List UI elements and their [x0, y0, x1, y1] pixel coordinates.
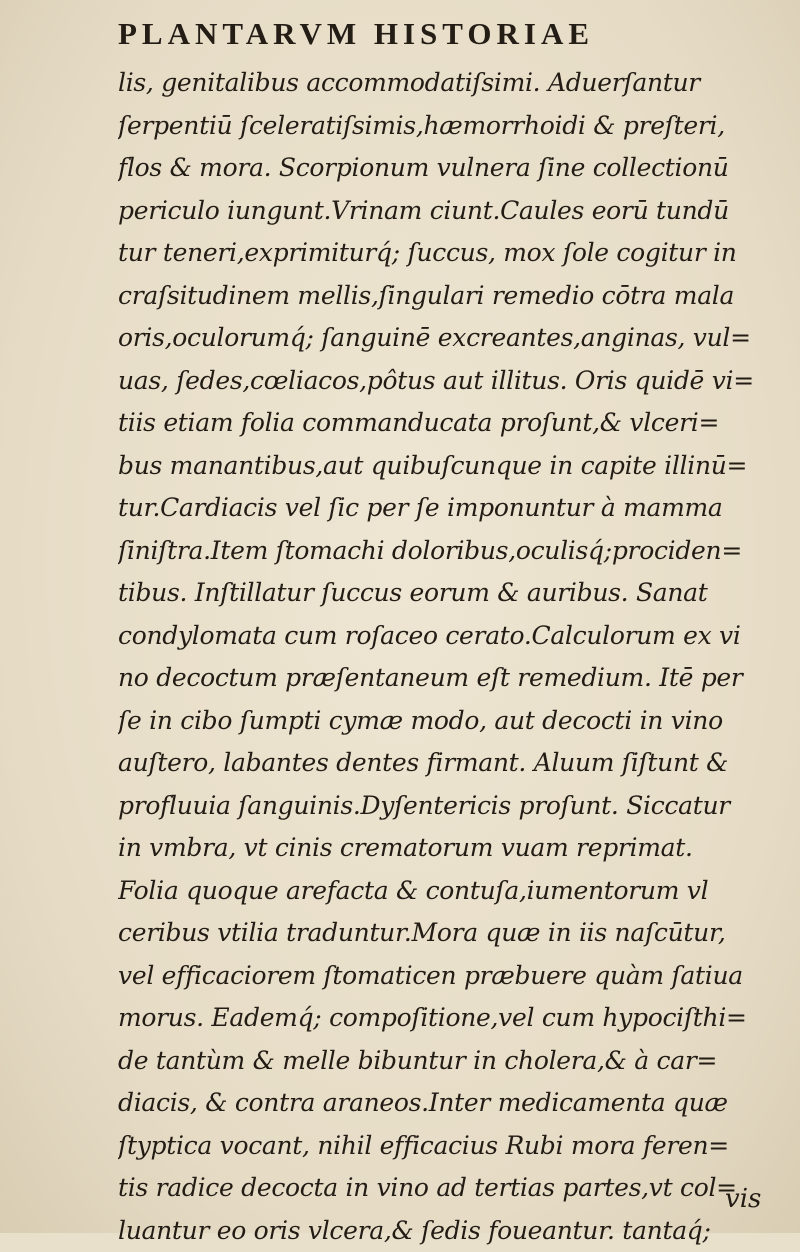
text-line: in vmbra, vt cinis crematorum vuam reprimat.	[118, 827, 790, 870]
text-line: condylomata cum roſaceo cerato.Calculorum ex vi	[118, 615, 790, 658]
text-line: ſe in cibo ſumpti cymæ modo, aut decocti in vino	[118, 700, 790, 743]
text-line: flos & mora. Scorpionum vulnera ſine collectionū	[118, 147, 790, 190]
text-line: no decoctum præſentaneum eſt remedium. Itē per	[118, 657, 790, 700]
text-line: oris,oculorumq́; ſanguinē excreantes,anginas, vul=	[118, 317, 790, 360]
text-line: tibus. Inſtillatur ſuccus eorum & auribus. Sanat	[118, 572, 790, 615]
body-text	[118, 62, 790, 1252]
text-line: ſiniſtra.Item ſtomachi doloribus,oculisq́;prociden=	[118, 530, 790, 573]
text-line: diacis, & contra araneos.Inter medicamenta quæ	[118, 1082, 790, 1125]
text-line: uas, ſedes,cœliacos,pôtus aut illitus. Oris quidē vi=	[118, 360, 790, 403]
text-line: tiis etiam folia commanducata proſunt,& vlceri=	[118, 402, 790, 445]
text-line: de tantùm & melle bibuntur in cholera,& à car=	[118, 1040, 790, 1083]
running-header: PLANTARVM HISTORIAE	[118, 16, 738, 52]
text-line: morus. Eademq́; compoſitione,vel cum hypociſthi=	[118, 997, 790, 1040]
text-line: tur.Cardiacis vel ſic per ſe imponuntur à mamma	[118, 487, 790, 530]
text-line: profluuia ſanguinis.Dyſentericis proſunt. Siccatur	[118, 785, 790, 828]
text-line: ſerpentiū ſceleratiſsimis,hæmorrhoidi & preſteri,	[118, 105, 790, 148]
text-line: Folia quoque arefacta & contuſa,iumentorum vl	[118, 870, 790, 913]
text-line: luantur eo oris vlcera,& ſedis foueantur. tantaq́;	[118, 1210, 790, 1252]
text-line: ſtyptica vocant, nihil efficacius Rubi mora feren=	[118, 1125, 790, 1168]
text-line: tur teneri,exprimiturq́; ſuccus, mox ſole cogitur in	[118, 232, 790, 275]
text-line: ceribus vtilia traduntur.Mora quæ in iis naſcūtur,	[118, 912, 790, 955]
text-line: lis, genitalibus accommodatiſsimi. Aduerſantur	[118, 62, 790, 105]
text-line: craſsitudinem mellis,ſingulari remedio cōtra mala	[118, 275, 790, 318]
text-line: bus manantibus,aut quibuſcunque in capite illinū=	[118, 445, 790, 488]
text-line: vel efficaciorem ſtomaticen præbuere quàm ſatiua	[118, 955, 790, 998]
text-line: tis radice decocta in vino ad tertias partes,vt col=	[118, 1167, 790, 1210]
catchword: vis	[725, 1184, 761, 1214]
text-line: periculo iungunt.Vrinam ciunt.Caules eorū tundū	[118, 190, 790, 233]
text-line: auſtero, labantes dentes firmant. Aluum ſiſtunt &	[118, 742, 790, 785]
